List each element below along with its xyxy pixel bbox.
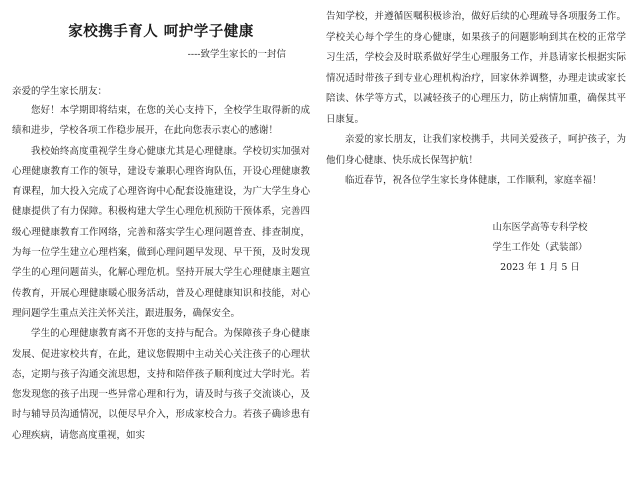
left-column bbox=[12, 0, 310, 446]
signature-school: 山东医学高等专科学校 bbox=[492, 222, 588, 233]
right-column bbox=[326, 0, 626, 192]
letter-subtitle: ----致学生家长的一封信 bbox=[187, 49, 286, 60]
greeting: 亲爱的学生家长朋友： bbox=[12, 86, 108, 97]
signature-block bbox=[326, 218, 626, 278]
paragraph-thanks: 您好！本学期即将结束，在您的关心支持下，全校学生取得新的成绩和进步，学校各项工作稳步展开，在此向您表示衷心的感谢！ bbox=[12, 105, 310, 137]
signature-office: 学生工作处（武装部） bbox=[492, 242, 588, 253]
paragraph-parent-cooperation: 学生的心理健康教育离不开您的支持与配合。为保障孩子身心健康发展、促进家校共育，在此，建议您假期中主动关心关注孩子的心理状态，定期与孩子沟通交流思想，支持和陪伴孩子顺利度过大学时光。若您发现您的孩子出现一些异常心理和行为，请及时与孩子交流谈心，及时与辅导员沟通情况，以便尽早介入，形成家校合力。若孩子确诊患有心理疾病，请您高度重视，如实 bbox=[12, 328, 310, 441]
paragraph-call-to-action: 亲爱的家长朋友，让我们家校携手，共同关爱孩子，呵护孩子，为他们身心健康、快乐成长保驾护航！ bbox=[326, 134, 626, 166]
signature-date: 2023 年 1 月 5 日 bbox=[500, 262, 580, 273]
letter-title: 家校携手育人 呵护学子健康 bbox=[68, 23, 254, 40]
paragraph-new-year-wishes: 临近春节，祝各位学生家长身体健康，工作顺利，家庭幸福！ bbox=[345, 175, 602, 186]
paragraph-parent-cooperation-continued: 告知学校，并遵循医嘱积极诊治，做好后续的心理疏导各项服务工作。学校关心每个学生的身心健康，如果孩子的问题影响到其在校的正常学习生活，学校会及时联系做好学生心理服务工作，并恳请家长根据实际情况适时带孩子到专业心理机构治疗，回家休养调整，办理走读或家长陪读、休学等方式，以减轻孩子的心理压力，防止病情加重，确保其平日康复。 bbox=[326, 11, 626, 125]
paragraph-school-efforts: 我校始终高度重视学生身心健康尤其是心理健康。学校切实加强对心理健康教育工作的领导，建设专兼职心理咨询队伍，开设心理健康教育课程，加大投入完成了心理咨询中心配套设施建设，为广大学生身心健康提供了有力保障。积极构建大学生心理危机预防干预体系，完善四级心理健康教育工作网络，完善和落实学生心理问题普查、排查制度，为每一位学生建立心理档案，做到心理问题早发现、早干预，及时发现学生的心理问题苗头，化解心理危机。坚持开展大学生心理健康主题宣传教育，开展心理健康暖心服务活动，普及心理健康知识和技能，对心理问题学生重点关注关怀关注，跟进服务，确保安全。 bbox=[12, 145, 310, 319]
